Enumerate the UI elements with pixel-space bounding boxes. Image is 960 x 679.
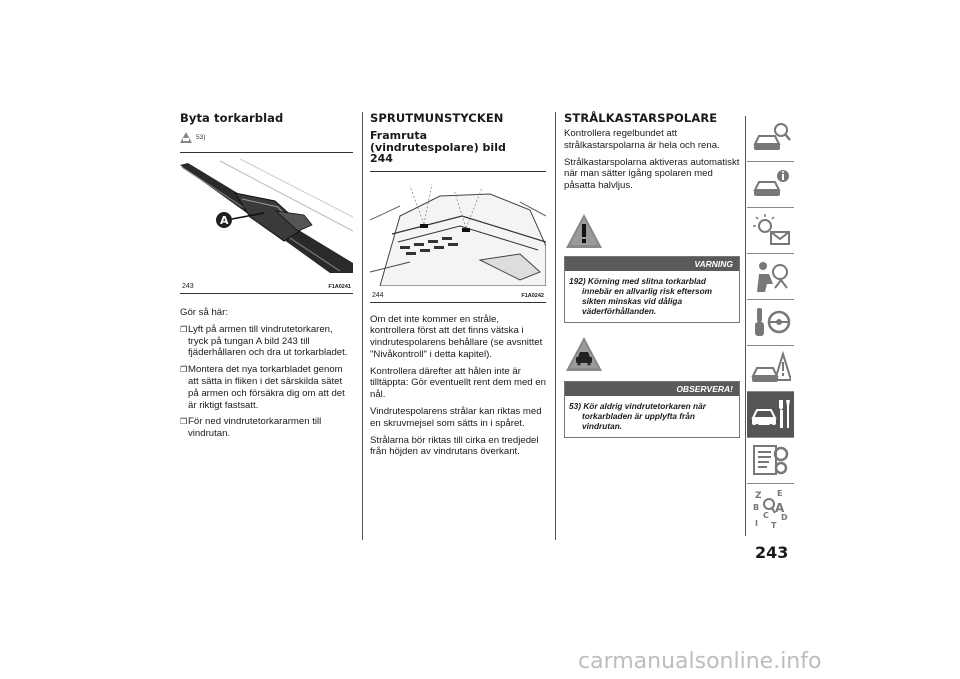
paragraph: Kontrollera därefter att hålen inte är tilltäppta: Gör eventuellt rent dem med en nål. [370,365,546,401]
note-box [564,381,740,438]
svg-text:E: E [777,489,783,498]
emergency-triangle-icon [751,350,791,386]
steering-key-icon [751,304,791,340]
washer-nozzles-illustration [370,176,546,286]
note-item: 53) Kör aldrig vindrutetorkaren när torkarbladen är upplyfta från vindrutan. [569,400,706,431]
tab-car-search[interactable] [747,116,794,162]
callout-a: A [220,214,229,227]
tab-safety[interactable] [747,254,794,300]
subheading-windscreen-washer: Framruta (vindrutespolare) bild 244 [370,129,506,165]
safety-person-icon [751,258,791,294]
heading-headlamp-washers: STRÅLKASTARSPOLARE [564,111,718,125]
svg-text:C: C [763,511,769,520]
paragraph: Om det inte kommer en stråle, kontrollera först att det finns vätska i vindrutespolarens behållare (se avsnittet "Nivåkontroll" i detta kapitel). [370,313,543,360]
intro-text: Gör så här: [180,307,228,318]
warning-reference [180,128,353,146]
column-divider-1 [362,112,363,540]
technical-data-icon [751,442,791,478]
column-headlamp-washers [564,112,740,438]
paragraph: Strålkastarspolarna aktiveras automatiskt när man sätter igång spolaren med påsatta halvljus. [564,156,740,192]
page-number: 243 [755,543,789,562]
note-title: OBSERVERA! [565,382,739,396]
column-spray-nozzles [370,112,546,463]
column-divider-2 [555,112,556,540]
warning-box [564,256,740,323]
car-maintenance-icon [751,396,791,432]
svg-text:I: I [755,519,758,528]
tab-index[interactable] [747,484,794,529]
warning-item: 192) Körning med slitna torkarblad innebär en allvarlig risk eftersom sikten minskas vid dåliga väderförhållanden. [569,275,713,316]
figure-number: 244 [372,291,384,299]
car-search-icon [751,120,791,156]
tab-starting-driving[interactable] [747,300,794,346]
warning-symbol-area [564,206,740,256]
index-icon [751,488,791,528]
tab-technical-data[interactable] [747,438,794,484]
reference-number: 53) [196,133,206,141]
figure-code: F1A0242 [521,292,544,299]
car-warning-icon [180,132,192,143]
wiper-blade-illustration [180,159,353,277]
paragraph: Strålarna bör riktas till cirka en tredjedel från höjden av vindrutans överkant. [370,434,539,458]
svg-text:B: B [753,503,760,512]
figure-top-rule [370,171,546,172]
exclamation-warning-icon [564,212,604,252]
heading-spray-nozzles: SPRUTMUNSTYCKEN [370,111,504,125]
tab-warning-lights[interactable] [747,208,794,254]
car-info-icon [751,166,791,202]
watermark: carmanualsonline.info [578,649,822,674]
tab-emergency[interactable] [747,346,794,392]
step-item: ❒ För ned vindrutetorkararmen till vindrutan. [180,416,322,440]
tab-maintenance[interactable] [747,392,794,438]
car-caution-icon [564,335,604,375]
paragraph: Kontrollera regelbundet att strålkastarspolarna är hela och rena. [564,128,720,151]
warning-title: VARNING [565,257,739,271]
step-item: ❒ Montera det nya torkarbladet genom att sätta in fliken i det särskilda sätet på armen och försäkra dig om att det är riktigt fastsatt. [180,364,345,411]
svg-text:A: A [775,501,785,515]
note-symbol-area [564,331,740,381]
tab-car-info[interactable] [747,162,794,208]
figure-number: 243 [182,283,194,290]
svg-text:T: T [771,521,777,528]
svg-text:Z: Z [755,491,762,501]
svg-text:D: D [781,513,788,522]
warning-lights-icon [751,212,791,248]
heading-wiper-blade: Byta torkarblad [180,111,284,125]
figure-top-rule [180,152,353,153]
paragraph: Vindrutespolarens strålar kan riktas med en skruvmejsel som sätts in i spåret. [370,406,542,429]
column-wiper-blade [180,112,353,445]
step-item: ❒ Lyft på armen till vindrutetorkaren, tryck på tungan A bild 243 till fjäderhållaren och dra ut torkarbladet. [180,323,348,359]
figure-244 [370,176,546,299]
chapter-tabs [747,116,794,529]
figure-code: F1A0241 [328,284,351,290]
figure-243 [180,159,353,290]
sidebar-divider [745,116,746,536]
